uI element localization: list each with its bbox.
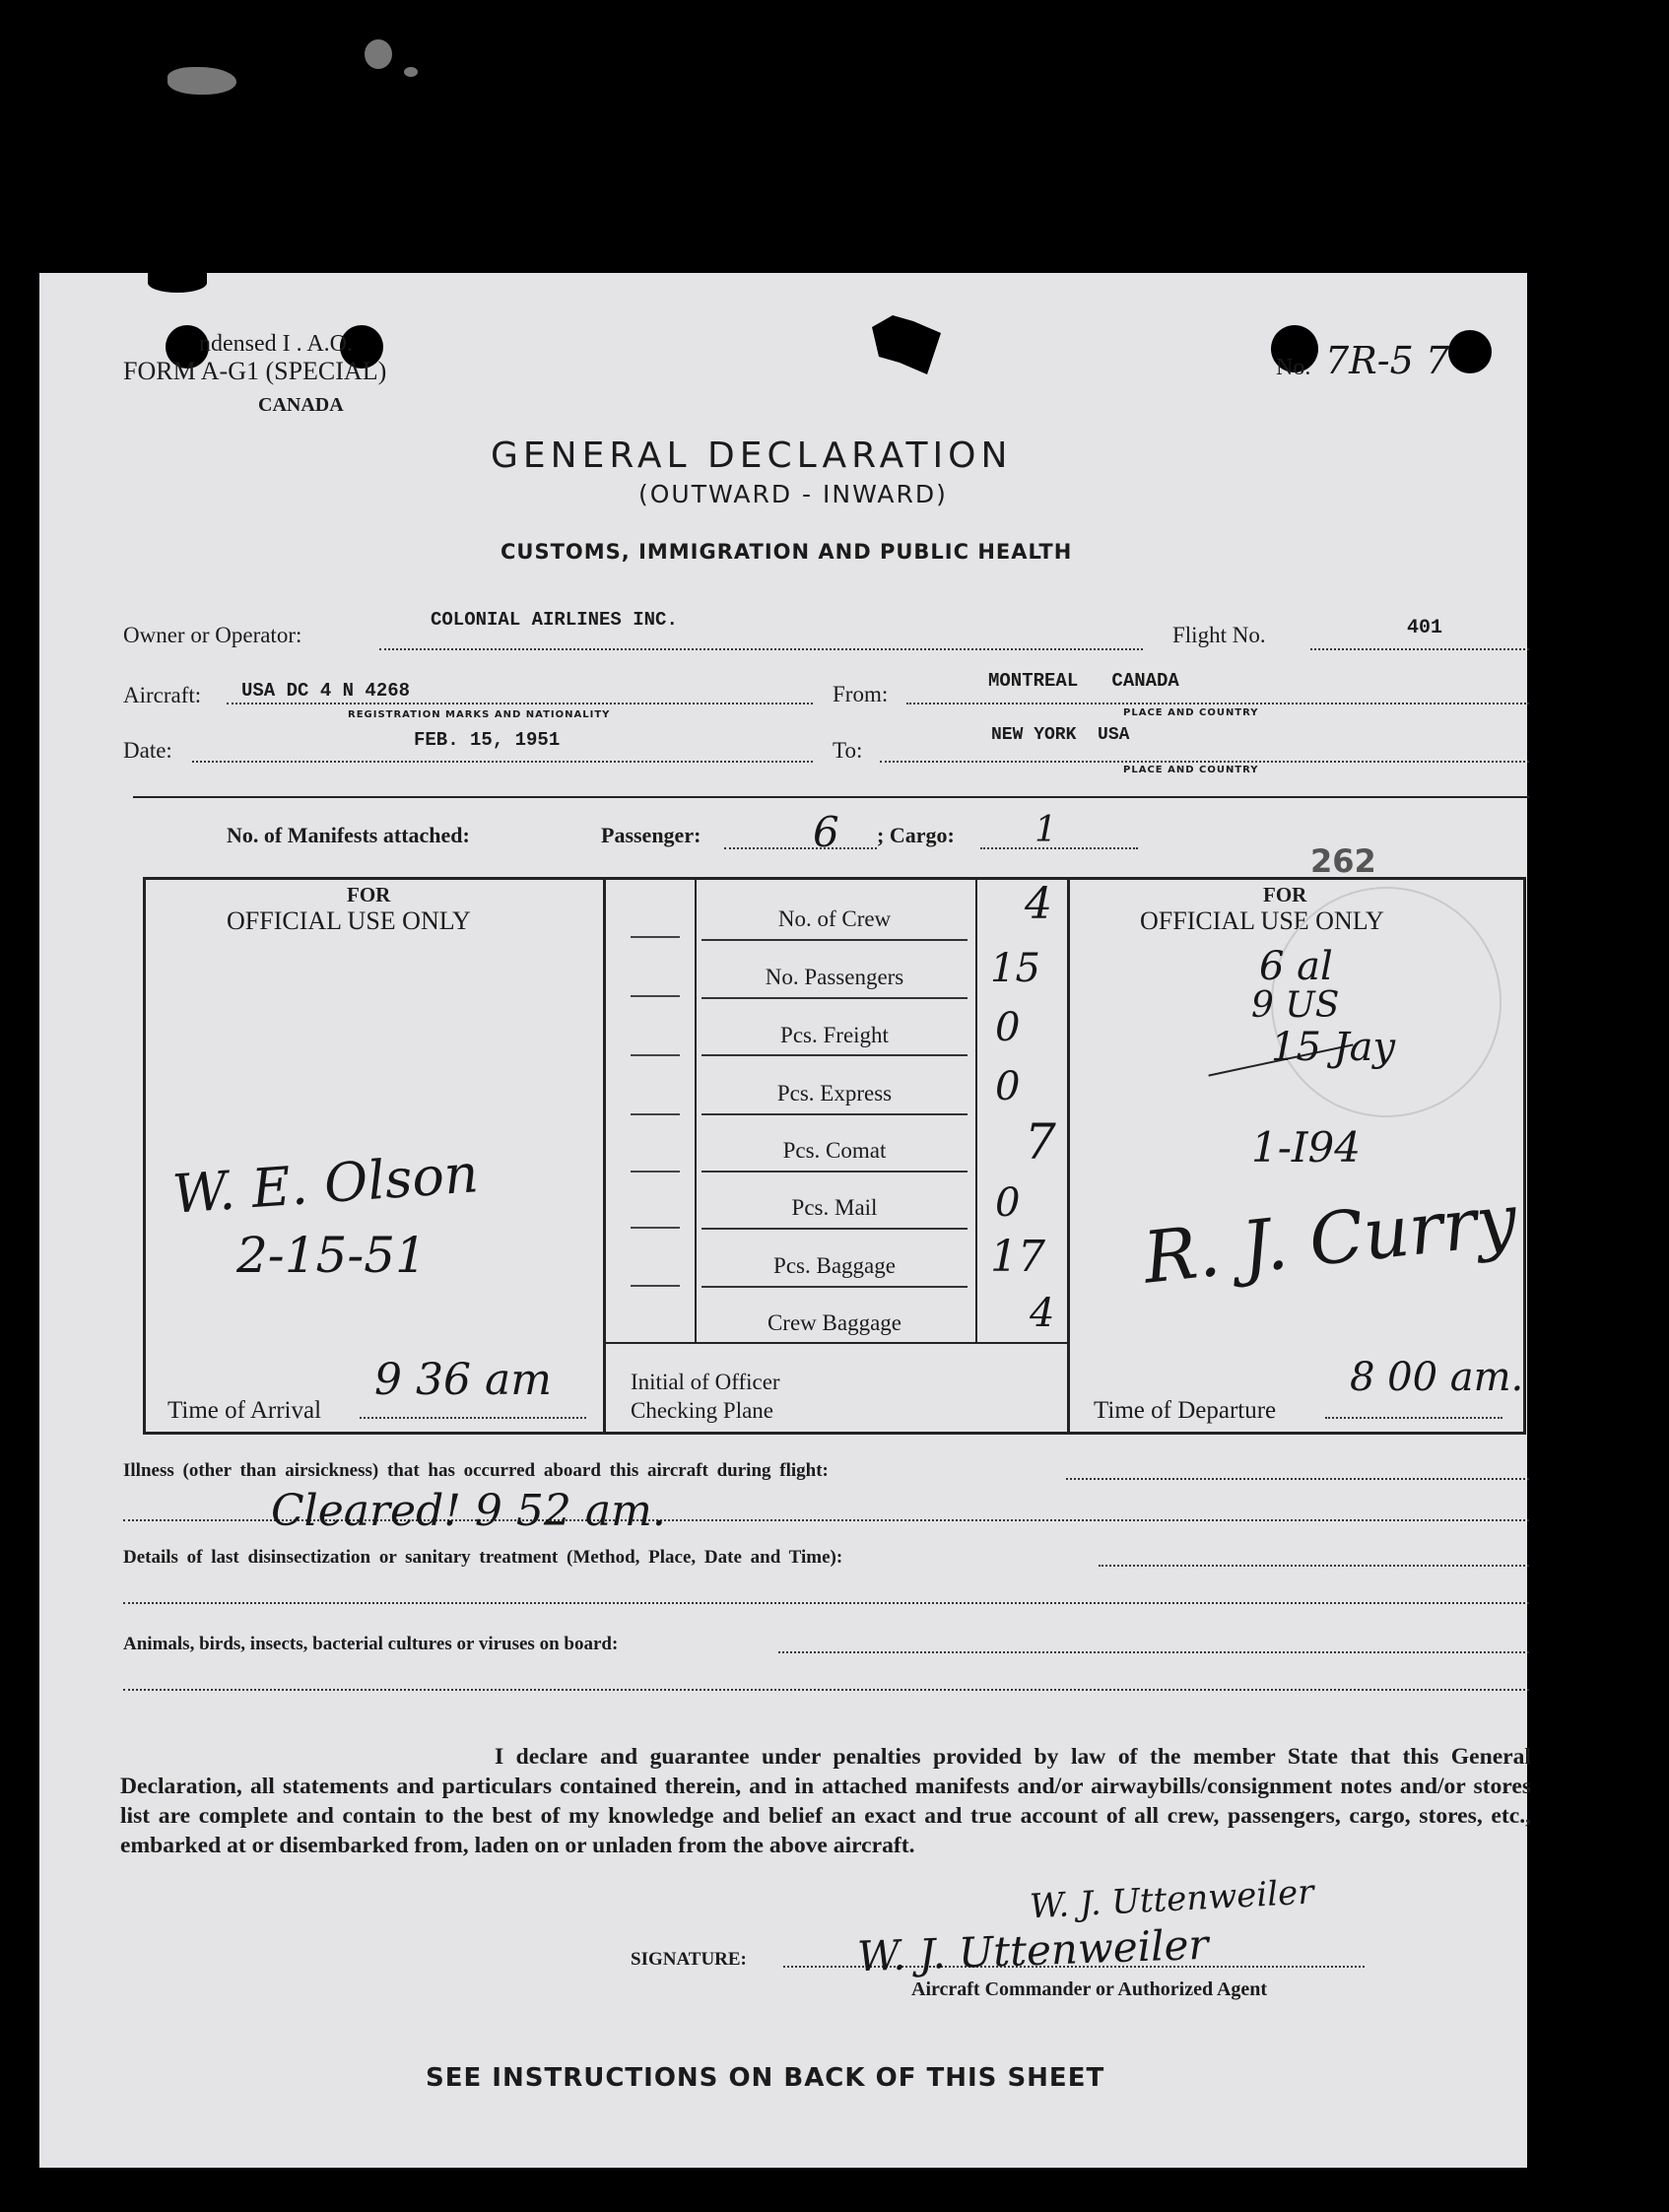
declaration-text: I declare and guarantee under penalties provided by law of the member State that this General Declaration, all statements and particulars contained therein, and in attached manifests and/or airwaybills/consignment notes and/or stores list are complete and contain to the best of my knowledge and belief an exact and true account of all crew, passengers, cargo, stores, etc., embarked at or disembarked from, laden on or unladen from the above aircraft. <box>120 1744 1531 1858</box>
left-official-heading-1: FOR <box>347 883 391 906</box>
right-handwriting-signature: R. J. Curry <box>1139 1177 1521 1300</box>
row-label-mail: Pcs. Mail <box>791 1195 878 1220</box>
cargo-line <box>980 847 1138 849</box>
cargo-label: ; Cargo: <box>877 823 955 847</box>
passenger-label: Passenger: <box>601 823 701 847</box>
form-line-2: FORM A-G1 (SPECIAL) <box>123 357 387 385</box>
row-value-crew-baggage: 4 <box>1030 1291 1055 1336</box>
form-line-3: CANADA <box>258 394 344 416</box>
row-value-passengers: 15 <box>990 946 1040 991</box>
illness-label: Illness (other than airsickness) that has occurred aboard this aircraft during flight: <box>123 1460 829 1481</box>
tick-mark <box>631 1113 680 1115</box>
instructions-footer: SEE INSTRUCTIONS ON BACK OF THIS SHEET <box>426 2063 1105 2093</box>
row-value-crew: 4 <box>1025 879 1052 929</box>
row-value-freight: 0 <box>995 1005 1021 1050</box>
from-line <box>906 703 1529 704</box>
row-line <box>701 1171 968 1173</box>
box-divider <box>603 1342 1070 1344</box>
from-caption: PLACE AND COUNTRY <box>1123 707 1259 718</box>
right-official-heading-1: FOR <box>1263 883 1307 906</box>
aircraft-label: Aircraft: <box>123 683 202 707</box>
disinsect-line <box>1099 1565 1529 1567</box>
row-line <box>701 997 968 999</box>
tick-mark <box>631 1227 680 1229</box>
signature-handwriting: W. J. Uttenweiler <box>856 1919 1210 1981</box>
arrival-value: 9 36 am <box>374 1355 552 1405</box>
initial-label-1: Initial of Officer <box>631 1370 780 1394</box>
date-value: FEB. 15, 1951 <box>414 729 561 751</box>
row-value-express: 0 <box>995 1064 1021 1109</box>
to-line <box>880 761 1529 763</box>
date-line <box>192 761 813 763</box>
left-official-heading-2: OFFICIAL USE ONLY <box>227 906 471 935</box>
document-subject: CUSTOMS, IMMIGRATION AND PUBLIC HEALTH <box>501 540 1073 564</box>
row-label-baggage: Pcs. Baggage <box>773 1253 896 1278</box>
scan-speck <box>365 39 392 69</box>
animals-line <box>778 1651 1529 1653</box>
signature-handwriting-top: W. J. Uttenweiler <box>1029 1872 1315 1927</box>
disinsect-line-2 <box>123 1602 1529 1604</box>
scan-speck <box>404 67 418 77</box>
row-label-comat: Pcs. Comat <box>782 1138 887 1163</box>
from-value: MONTREAL CANADA <box>988 670 1179 692</box>
from-label: From: <box>833 682 889 706</box>
box-divider <box>603 877 606 1432</box>
left-handwriting-date: 2-15-51 <box>236 1227 427 1284</box>
row-line <box>701 1228 968 1230</box>
right-handwriting-2: 9 US <box>1251 985 1340 1026</box>
box-divider <box>975 877 977 1343</box>
form-line-1: ndensed I . A.O. <box>199 331 353 357</box>
number-value: 7R-5 7 <box>1325 339 1450 382</box>
row-value-mail: 0 <box>995 1180 1021 1226</box>
flight-value: 401 <box>1407 617 1443 639</box>
tick-mark <box>631 1054 680 1056</box>
row-label-express: Pcs. Express <box>776 1081 893 1106</box>
arrival-label: Time of Arrival <box>167 1397 322 1424</box>
tick-mark <box>631 1171 680 1173</box>
box-divider <box>1067 877 1070 1432</box>
manifests-label: No. of Manifests attached: <box>227 823 470 847</box>
row-label-freight: Pcs. Freight <box>780 1023 889 1047</box>
left-handwriting-name: W. E. Olson <box>170 1142 481 1226</box>
paper-damage <box>148 273 207 293</box>
separator-line <box>133 796 1529 798</box>
arrival-line <box>360 1417 586 1419</box>
document-subtitle: (OUTWARD - INWARD) <box>638 480 948 508</box>
row-label-crew-baggage: Crew Baggage <box>767 1310 902 1335</box>
disinsect-label: Details of last disinsectization or sanitary treatment (Method, Place, Date and Time): <box>123 1547 843 1568</box>
flight-line <box>1310 648 1529 650</box>
aircraft-caption: REGISTRATION MARKS AND NATIONALITY <box>348 709 611 720</box>
aircraft-line <box>227 703 813 704</box>
right-handwriting-4: 1-I94 <box>1251 1123 1361 1172</box>
tick-mark <box>631 936 680 938</box>
row-value-comat: 7 <box>1025 1113 1056 1171</box>
aircraft-value: USA DC 4 N 4268 <box>241 680 411 702</box>
flight-label: Flight No. <box>1172 623 1266 647</box>
to-value: NEW YORK USA <box>991 725 1130 745</box>
cargo-value: 1 <box>1035 810 1057 850</box>
box-divider <box>695 877 697 1343</box>
animals-label: Animals, birds, insects, bacterial cultures or viruses on board: <box>123 1634 619 1654</box>
illness-line <box>1066 1478 1529 1480</box>
illness-handwriting: Cleared! 9 52 am. <box>271 1486 666 1536</box>
tick-mark <box>631 995 680 997</box>
initial-label-2: Checking Plane <box>631 1398 773 1423</box>
row-value-baggage: 17 <box>990 1232 1045 1282</box>
to-caption: PLACE AND COUNTRY <box>1123 765 1259 775</box>
animals-line-2 <box>123 1689 1529 1691</box>
signature-caption: Aircraft Commander or Authorized Agent <box>911 1978 1268 2000</box>
signature-label: SIGNATURE: <box>631 1949 747 1970</box>
right-handwriting-1: 6 al <box>1259 944 1333 989</box>
row-label-crew: No. of Crew <box>777 906 892 931</box>
row-line <box>701 1286 968 1288</box>
document-title: GENERAL DECLARATION <box>491 436 1013 476</box>
row-line <box>701 939 968 941</box>
tick-mark <box>631 1285 680 1287</box>
passenger-value: 6 <box>813 808 839 856</box>
to-label: To: <box>833 738 863 763</box>
row-line <box>701 1054 968 1056</box>
passenger-line <box>724 847 877 849</box>
departure-line <box>1325 1417 1502 1419</box>
stamp-number: 262 <box>1310 842 1376 880</box>
departure-label: Time of Departure <box>1094 1397 1277 1424</box>
number-label: No. <box>1276 355 1311 380</box>
row-line <box>701 1113 968 1115</box>
owner-value: COLONIAL AIRLINES INC. <box>431 609 678 631</box>
punch-hole <box>1448 330 1492 373</box>
right-handwriting-3: 15 Jay <box>1271 1025 1396 1070</box>
owner-line <box>379 648 1143 650</box>
right-official-heading-2: OFFICIAL USE ONLY <box>1140 906 1384 935</box>
scan-speck <box>167 67 236 95</box>
owner-label: Owner or Operator: <box>123 623 302 647</box>
date-label: Date: <box>123 738 172 763</box>
row-label-passengers: No. Passengers <box>765 965 904 989</box>
departure-value: 8 00 am. <box>1350 1355 1524 1400</box>
